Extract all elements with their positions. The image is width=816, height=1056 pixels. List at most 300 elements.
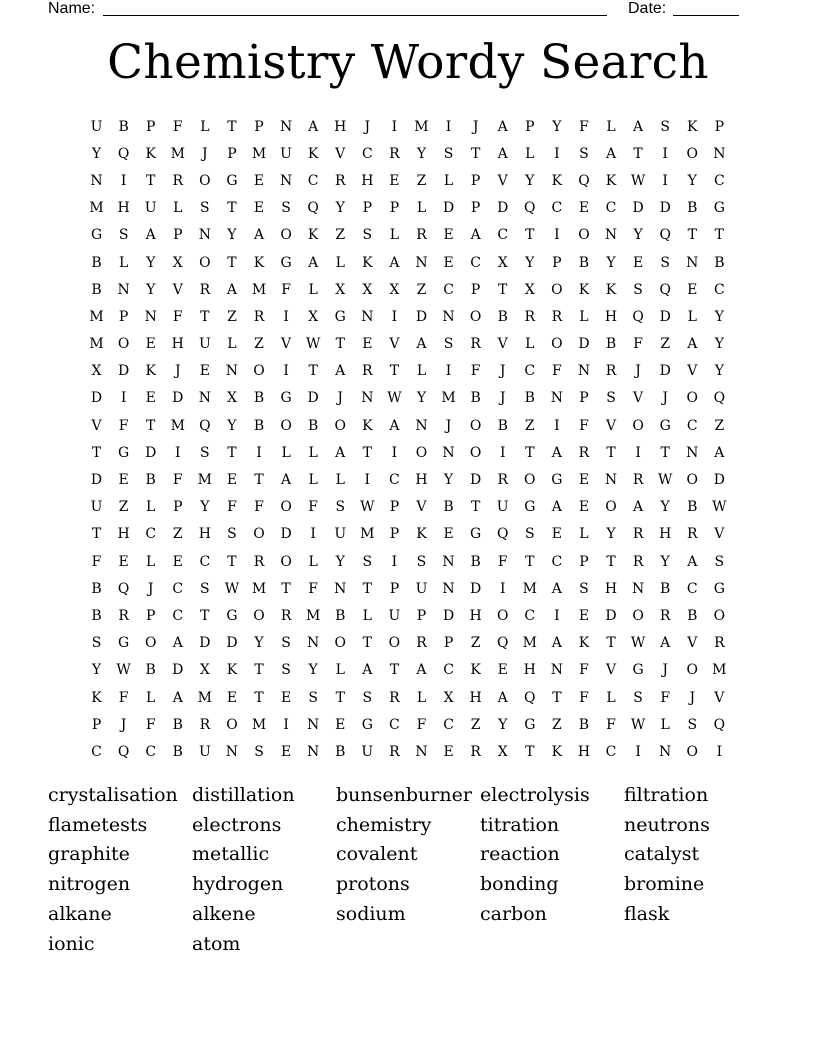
grid-cell[interactable]: L [416, 200, 427, 217]
grid-cell[interactable]: Y [308, 662, 318, 679]
grid-cell[interactable]: H [334, 118, 347, 135]
grid-cell[interactable]: Y [660, 553, 670, 570]
grid-cell[interactable]: F [281, 281, 291, 298]
grid-cell[interactable]: C [443, 281, 454, 298]
grid-cell[interactable]: J [364, 118, 371, 135]
grid-cell[interactable]: K [687, 118, 698, 135]
grid-cell[interactable]: P [227, 145, 237, 162]
grid-cell[interactable]: Z [416, 281, 427, 298]
grid-cell[interactable]: U [90, 499, 103, 516]
grid-cell[interactable]: I [391, 444, 398, 461]
grid-cell[interactable]: N [307, 635, 320, 652]
grid-cell[interactable]: O [280, 227, 292, 244]
grid-cell[interactable]: J [147, 580, 154, 597]
grid-cell[interactable]: T [227, 254, 237, 271]
grid-cell[interactable]: E [551, 526, 562, 543]
grid-cell[interactable]: G [470, 526, 482, 543]
grid-cell[interactable]: C [470, 254, 481, 271]
grid-cell[interactable]: O [469, 444, 482, 461]
grid-cell[interactable]: F [579, 662, 589, 679]
grid-cell[interactable]: D [90, 390, 103, 407]
grid-cell[interactable]: P [173, 227, 183, 244]
grid-cell[interactable]: U [388, 607, 401, 624]
grid-cell[interactable]: W [712, 499, 727, 516]
grid-cell[interactable]: T [335, 689, 345, 706]
grid-cell[interactable]: R [632, 553, 644, 570]
grid-cell[interactable]: D [199, 635, 211, 652]
grid-cell[interactable]: E [443, 254, 454, 271]
grid-cell[interactable]: E [145, 390, 156, 407]
grid-cell[interactable]: T [254, 689, 264, 706]
grid-cell[interactable]: T [200, 308, 210, 325]
grid-cell[interactable]: S [362, 553, 373, 570]
grid-cell[interactable]: F [118, 417, 129, 434]
grid-cell[interactable]: C [389, 716, 400, 733]
grid-cell[interactable]: S [687, 716, 698, 733]
grid-cell[interactable]: I [554, 417, 560, 434]
grid-cell[interactable]: O [632, 607, 644, 624]
grid-cell[interactable]: Q [199, 417, 211, 434]
grid-cell[interactable]: G [280, 390, 292, 407]
grid-cell[interactable]: M [251, 281, 267, 298]
grid-cell[interactable]: I [499, 444, 506, 461]
grid-cell[interactable]: L [606, 689, 616, 706]
grid-cell[interactable]: D [659, 363, 671, 380]
grid-cell[interactable]: A [308, 118, 319, 135]
grid-cell[interactable]: B [335, 607, 346, 624]
grid-cell[interactable]: N [415, 417, 428, 434]
grid-cell[interactable]: X [524, 281, 535, 298]
grid-cell[interactable]: V [335, 145, 346, 162]
grid-cell[interactable]: T [362, 635, 372, 652]
grid-cell[interactable]: B [253, 390, 265, 407]
grid-cell[interactable]: T [389, 363, 400, 380]
grid-cell[interactable]: F [308, 580, 319, 597]
grid-cell[interactable]: U [496, 499, 509, 516]
grid-cell[interactable]: G [524, 716, 536, 733]
date-blank-line[interactable] [673, 0, 739, 16]
grid-cell[interactable]: O [469, 308, 482, 325]
grid-cell[interactable]: A [497, 689, 508, 706]
grid-cell[interactable]: P [714, 118, 725, 135]
grid-cell[interactable]: C [307, 172, 319, 189]
grid-cell[interactable]: R [416, 635, 427, 652]
grid-cell[interactable]: A [172, 635, 183, 652]
grid-cell[interactable]: N [279, 118, 293, 135]
grid-cell[interactable]: P [525, 118, 535, 135]
grid-cell[interactable]: O [199, 172, 211, 189]
grid-cell[interactable]: S [362, 227, 373, 244]
grid-cell[interactable]: T [362, 444, 372, 461]
grid-cell[interactable]: N [442, 308, 455, 325]
grid-cell[interactable]: K [362, 417, 373, 434]
grid-cell[interactable]: Y [146, 281, 156, 298]
grid-cell[interactable]: J [662, 662, 668, 679]
grid-cell[interactable]: N [225, 743, 239, 760]
grid-cell[interactable]: P [389, 200, 400, 217]
grid-cell[interactable]: V [172, 281, 183, 298]
grid-cell[interactable]: H [117, 526, 130, 543]
grid-cell[interactable]: E [443, 227, 454, 244]
grid-cell[interactable]: O [551, 336, 563, 353]
grid-cell[interactable]: P [416, 607, 427, 624]
grid-cell[interactable]: A [253, 227, 265, 244]
grid-cell[interactable]: O [253, 363, 265, 380]
grid-cell[interactable]: Z [524, 417, 535, 434]
grid-cell[interactable]: A [497, 145, 508, 162]
grid-cell[interactable]: B [524, 390, 535, 407]
grid-cell[interactable]: T [606, 553, 616, 570]
grid-cell[interactable]: I [662, 145, 668, 162]
grid-cell[interactable]: J [445, 417, 452, 434]
grid-cell[interactable]: J [499, 390, 506, 407]
grid-cell[interactable]: E [578, 472, 590, 489]
grid-cell[interactable]: T [227, 444, 237, 461]
grid-cell[interactable]: O [632, 417, 644, 434]
grid-cell[interactable]: A [551, 444, 562, 461]
grid-cell[interactable]: E [497, 662, 508, 679]
grid-cell[interactable]: G [713, 580, 725, 597]
grid-cell[interactable]: I [256, 444, 262, 461]
grid-cell[interactable]: X [362, 281, 373, 298]
grid-cell[interactable]: E [389, 172, 400, 189]
grid-cell[interactable]: A [335, 363, 346, 380]
grid-cell[interactable]: F [227, 499, 237, 516]
grid-cell[interactable]: E [145, 336, 156, 353]
grid-cell[interactable]: T [498, 281, 508, 298]
grid-cell[interactable]: S [524, 526, 535, 543]
grid-cell[interactable]: V [605, 417, 617, 434]
grid-cell[interactable]: X [497, 743, 508, 760]
grid-cell[interactable]: R [253, 308, 265, 325]
grid-cell[interactable]: I [554, 607, 560, 624]
grid-cell[interactable]: M [89, 308, 104, 325]
name-blank-line[interactable] [103, 0, 607, 16]
grid-cell[interactable]: E [226, 472, 238, 489]
grid-cell[interactable]: F [172, 472, 183, 489]
grid-cell[interactable]: V [687, 635, 698, 652]
grid-cell[interactable]: N [361, 390, 374, 407]
grid-cell[interactable]: H [171, 336, 184, 353]
grid-cell[interactable]: M [197, 472, 213, 489]
grid-cell[interactable]: G [551, 472, 563, 489]
grid-cell[interactable]: I [364, 472, 371, 489]
grid-cell[interactable]: T [362, 580, 372, 597]
grid-cell[interactable]: I [445, 118, 452, 135]
grid-cell[interactable]: V [605, 662, 617, 679]
grid-cell[interactable]: K [605, 172, 617, 189]
grid-cell[interactable]: C [361, 145, 373, 162]
grid-cell[interactable]: T [687, 227, 697, 244]
grid-cell[interactable]: W [630, 716, 646, 733]
grid-cell[interactable]: N [144, 308, 157, 325]
grid-cell[interactable]: S [281, 635, 291, 652]
grid-cell[interactable]: N [442, 444, 455, 461]
grid-cell[interactable]: D [659, 200, 671, 217]
grid-cell[interactable]: M [89, 200, 104, 217]
grid-cell[interactable]: Y [552, 118, 562, 135]
grid-cell[interactable]: T [606, 444, 616, 461]
grid-cell[interactable]: S [443, 145, 454, 162]
grid-cell[interactable]: E [578, 607, 590, 624]
grid-cell[interactable]: U [415, 580, 428, 597]
grid-cell[interactable]: X [172, 254, 183, 271]
grid-cell[interactable]: R [334, 172, 346, 189]
grid-cell[interactable]: P [579, 390, 589, 407]
grid-cell[interactable]: A [416, 662, 427, 679]
grid-cell[interactable]: Y [687, 172, 697, 189]
grid-cell[interactable]: O [117, 336, 130, 353]
grid-cell[interactable]: I [635, 743, 641, 760]
grid-cell[interactable]: T [308, 363, 318, 380]
grid-cell[interactable]: Z [254, 336, 264, 353]
grid-cell[interactable]: Y [525, 172, 535, 189]
grid-cell[interactable]: B [172, 716, 183, 733]
grid-cell[interactable]: N [659, 743, 672, 760]
grid-cell[interactable]: E [280, 743, 292, 760]
grid-cell[interactable]: G [226, 172, 238, 189]
grid-cell[interactable]: L [335, 662, 345, 679]
grid-cell[interactable]: L [579, 308, 589, 325]
grid-cell[interactable]: E [253, 172, 265, 189]
grid-cell[interactable]: F [172, 118, 183, 135]
grid-cell[interactable]: W [224, 580, 240, 597]
grid-cell[interactable]: X [335, 281, 346, 298]
grid-cell[interactable]: S [254, 743, 264, 760]
grid-cell[interactable]: N [604, 472, 618, 489]
grid-cell[interactable]: F [254, 499, 264, 516]
grid-cell[interactable]: E [335, 716, 346, 733]
grid-cell[interactable]: G [226, 607, 238, 624]
grid-cell[interactable]: K [145, 363, 156, 380]
grid-cell[interactable]: R [605, 363, 617, 380]
grid-cell[interactable]: G [659, 417, 671, 434]
grid-cell[interactable]: V [416, 499, 427, 516]
grid-cell[interactable]: L [308, 553, 318, 570]
grid-cell[interactable]: Y [498, 716, 508, 733]
grid-cell[interactable]: M [441, 390, 456, 407]
grid-cell[interactable]: U [198, 336, 211, 353]
grid-cell[interactable]: T [227, 200, 237, 217]
grid-cell[interactable]: I [635, 444, 641, 461]
grid-cell[interactable]: F [172, 308, 183, 325]
grid-cell[interactable]: B [687, 607, 698, 624]
grid-cell[interactable]: V [281, 336, 292, 353]
grid-cell[interactable]: G [118, 635, 130, 652]
grid-cell[interactable]: B [335, 743, 346, 760]
grid-cell[interactable]: V [389, 336, 400, 353]
grid-cell[interactable]: I [716, 743, 723, 760]
grid-cell[interactable]: Y [606, 526, 616, 543]
grid-cell[interactable]: I [662, 172, 668, 189]
grid-cell[interactable]: E [362, 336, 373, 353]
grid-cell[interactable]: D [578, 336, 590, 353]
grid-cell[interactable]: E [280, 689, 292, 706]
grid-cell[interactable]: Q [659, 227, 671, 244]
grid-cell[interactable]: N [442, 580, 455, 597]
grid-cell[interactable]: S [118, 227, 129, 244]
grid-cell[interactable]: R [199, 281, 211, 298]
grid-cell[interactable]: T [552, 689, 562, 706]
grid-cell[interactable]: L [308, 281, 318, 298]
grid-cell[interactable]: C [145, 526, 157, 543]
grid-cell[interactable]: J [174, 363, 181, 380]
grid-cell[interactable]: Z [660, 336, 671, 353]
grid-cell[interactable]: X [91, 363, 102, 380]
grid-cell[interactable]: P [362, 200, 373, 217]
grid-cell[interactable]: N [307, 743, 320, 760]
grid-cell[interactable]: S [660, 118, 670, 135]
grid-cell[interactable]: L [579, 526, 589, 543]
grid-cell[interactable]: T [525, 743, 535, 760]
grid-cell[interactable]: D [470, 472, 482, 489]
grid-cell[interactable]: S [714, 553, 725, 570]
grid-cell[interactable]: P [470, 172, 481, 189]
grid-cell[interactable]: C [497, 227, 509, 244]
grid-cell[interactable]: K [578, 281, 590, 298]
grid-cell[interactable]: L [389, 227, 400, 244]
grid-cell[interactable]: V [91, 417, 102, 434]
grid-cell[interactable]: O [388, 635, 401, 652]
grid-cell[interactable]: C [686, 417, 698, 434]
grid-cell[interactable]: S [443, 336, 454, 353]
grid-cell[interactable]: J [202, 145, 208, 162]
grid-cell[interactable]: J [662, 390, 668, 407]
grid-cell[interactable]: P [389, 526, 400, 543]
grid-cell[interactable]: I [391, 308, 398, 325]
grid-cell[interactable]: E [253, 200, 265, 217]
grid-cell[interactable]: T [91, 526, 102, 543]
grid-cell[interactable]: I [120, 390, 127, 407]
grid-cell[interactable]: T [281, 580, 291, 597]
grid-cell[interactable]: L [146, 553, 156, 570]
grid-cell[interactable]: A [335, 444, 346, 461]
grid-cell[interactable]: B [443, 499, 454, 516]
grid-cell[interactable]: T [146, 172, 156, 189]
grid-cell[interactable]: C [686, 580, 698, 597]
grid-cell[interactable]: B [145, 472, 156, 489]
grid-cell[interactable]: Y [227, 417, 237, 434]
grid-cell[interactable]: H [469, 607, 482, 624]
grid-cell[interactable]: Q [307, 200, 319, 217]
grid-cell[interactable]: Y [660, 499, 670, 516]
grid-cell[interactable]: A [172, 689, 183, 706]
grid-cell[interactable]: E [632, 254, 644, 271]
grid-cell[interactable]: D [470, 580, 482, 597]
grid-cell[interactable]: M [89, 336, 104, 353]
grid-cell[interactable]: X [443, 689, 454, 706]
grid-cell[interactable]: L [146, 499, 156, 516]
grid-cell[interactable]: U [334, 526, 347, 543]
grid-cell[interactable]: Q [524, 200, 536, 217]
grid-cell[interactable]: R [280, 607, 292, 624]
grid-cell[interactable]: F [308, 499, 319, 516]
grid-cell[interactable]: F [579, 417, 589, 434]
grid-cell[interactable]: K [470, 662, 481, 679]
grid-cell[interactable]: A [687, 553, 698, 570]
grid-cell[interactable]: K [253, 254, 265, 271]
grid-cell[interactable]: G [334, 308, 346, 325]
grid-cell[interactable]: I [283, 716, 289, 733]
grid-cell[interactable]: K [605, 281, 617, 298]
grid-cell[interactable]: L [687, 308, 697, 325]
grid-cell[interactable]: S [362, 689, 373, 706]
grid-cell[interactable]: L [525, 336, 535, 353]
grid-cell[interactable]: M [251, 716, 267, 733]
grid-cell[interactable]: K [91, 689, 102, 706]
grid-cell[interactable]: O [605, 499, 617, 516]
grid-cell[interactable]: S [200, 200, 210, 217]
grid-cell[interactable]: W [387, 390, 402, 407]
grid-cell[interactable]: L [362, 607, 372, 624]
grid-cell[interactable]: M [712, 662, 727, 679]
grid-cell[interactable]: K [307, 145, 319, 162]
grid-cell[interactable]: Y [443, 472, 454, 489]
grid-cell[interactable]: K [307, 227, 319, 244]
grid-cell[interactable]: E [578, 499, 590, 516]
grid-cell[interactable]: L [443, 172, 454, 189]
grid-cell[interactable]: J [472, 118, 479, 135]
grid-cell[interactable]: T [606, 635, 616, 652]
grid-cell[interactable]: F [145, 716, 156, 733]
grid-cell[interactable]: C [172, 607, 184, 624]
grid-cell[interactable]: B [145, 662, 156, 679]
grid-cell[interactable]: O [226, 716, 238, 733]
grid-cell[interactable]: Z [470, 716, 481, 733]
grid-cell[interactable]: A [687, 336, 698, 353]
grid-cell[interactable]: N [631, 580, 645, 597]
grid-cell[interactable]: Q [496, 526, 509, 543]
grid-cell[interactable]: O [686, 145, 698, 162]
grid-cell[interactable]: K [145, 145, 156, 162]
grid-cell[interactable]: L [227, 336, 237, 353]
grid-cell[interactable]: O [334, 635, 346, 652]
grid-cell[interactable]: J [689, 689, 696, 706]
grid-cell[interactable]: D [442, 200, 455, 217]
grid-cell[interactable]: L [335, 254, 345, 271]
grid-cell[interactable]: F [497, 553, 508, 570]
grid-cell[interactable]: P [254, 118, 264, 135]
grid-cell[interactable]: P [91, 716, 102, 733]
grid-cell[interactable]: F [91, 553, 102, 570]
grid-cell[interactable]: K [578, 635, 590, 652]
grid-cell[interactable]: N [713, 145, 726, 162]
grid-cell[interactable]: Y [335, 553, 345, 570]
grid-cell[interactable]: N [198, 390, 211, 407]
grid-cell[interactable]: A [551, 499, 562, 516]
grid-cell[interactable]: I [554, 227, 560, 244]
grid-cell[interactable]: E [578, 200, 590, 217]
grid-cell[interactable]: B [714, 254, 725, 271]
grid-cell[interactable]: D [632, 200, 644, 217]
grid-cell[interactable]: O [144, 635, 157, 652]
grid-cell[interactable]: C [605, 200, 617, 217]
grid-cell[interactable]: Z [470, 635, 481, 652]
grid-cell[interactable]: P [118, 308, 129, 325]
grid-cell[interactable]: B [91, 281, 102, 298]
grid-cell[interactable]: T [714, 227, 724, 244]
grid-cell[interactable]: I [283, 363, 289, 380]
grid-cell[interactable]: A [389, 254, 400, 271]
grid-cell[interactable]: R [524, 308, 536, 325]
grid-cell[interactable]: Y [606, 254, 616, 271]
grid-cell[interactable]: D [713, 472, 725, 489]
grid-cell[interactable]: A [605, 145, 617, 162]
grid-cell[interactable]: M [414, 118, 429, 135]
grid-cell[interactable]: H [523, 662, 536, 679]
grid-cell[interactable]: B [578, 254, 590, 271]
grid-cell[interactable]: S [227, 526, 237, 543]
